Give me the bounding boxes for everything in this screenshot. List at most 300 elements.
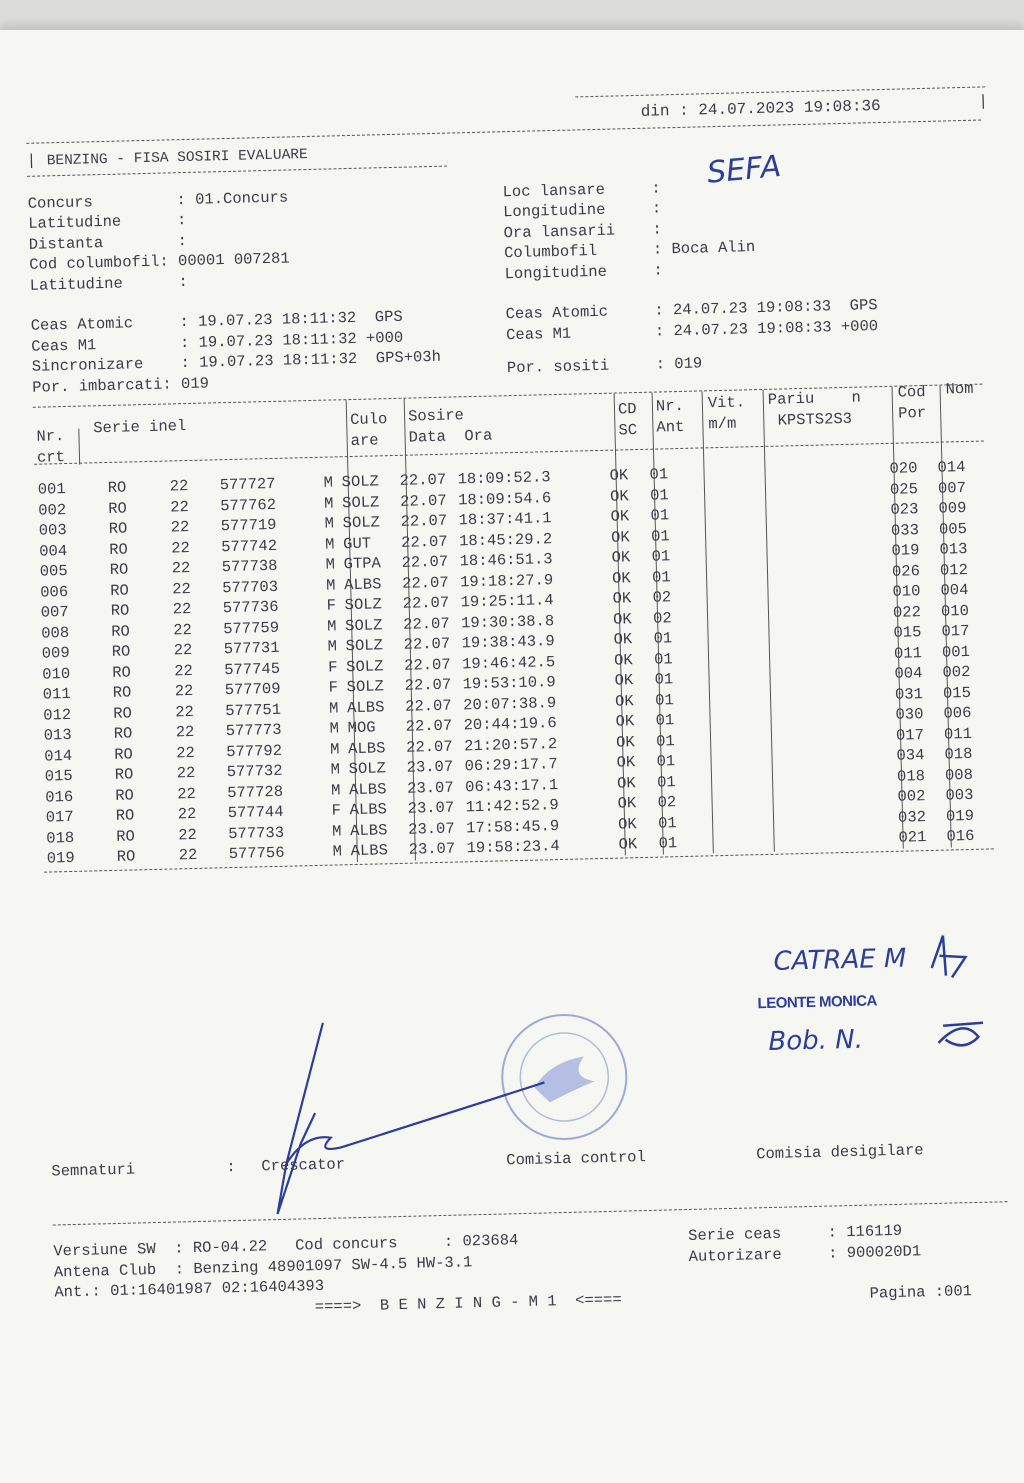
- handwritten-name-3: Bob. N.: [768, 1024, 864, 1057]
- cell-color: ALBS: [343, 574, 382, 594]
- info-latitudine-2: Latitudine :: [29, 272, 189, 295]
- cell-cd: OK: [609, 466, 629, 485]
- handwritten-name-2: LEONTE MONICA: [757, 992, 878, 1013]
- cell-nr: 006: [40, 582, 69, 602]
- cell-date: 22.07: [401, 573, 449, 593]
- cell-vit: [700, 483, 761, 505]
- cell-cd: OK: [610, 507, 630, 526]
- cell-time: 21:20:57.2: [463, 734, 558, 755]
- col-nom: Nom: [945, 379, 974, 399]
- cell-ring: 577744: [227, 802, 284, 823]
- handwritten-loc: SEFA: [705, 148, 783, 191]
- cell-time: 06:29:17.7: [464, 755, 558, 776]
- info-ora-lansarii: Ora lansarii :: [503, 220, 662, 243]
- cell-ring: 577742: [220, 536, 278, 556]
- cell-cod: 010: [892, 582, 921, 601]
- cell-nom: 001: [941, 642, 971, 662]
- cell-time: 19:18:27.9: [459, 570, 554, 591]
- cell-date: 22.07: [404, 696, 452, 716]
- cell-sex: M: [325, 575, 336, 595]
- cell-cd: OK: [618, 835, 638, 854]
- cell-year: 22: [170, 497, 190, 516]
- cell-cod: 034: [896, 746, 925, 765]
- cell-year: 22: [172, 579, 192, 598]
- cell-nom: 016: [946, 826, 975, 846]
- cell-year: 22: [171, 558, 191, 578]
- col-nr: Nr. crt: [36, 427, 66, 467]
- cell-year: 22: [176, 743, 196, 762]
- cell-cod: 004: [894, 664, 923, 683]
- cell-color: ALBS: [347, 738, 386, 758]
- cell-cd: OK: [610, 527, 630, 547]
- cell-vit: [703, 605, 764, 627]
- cell-ant: 01: [655, 711, 675, 730]
- cell-cd: OK: [616, 753, 636, 772]
- cell-sex: M: [328, 698, 339, 718]
- cell-vit: [708, 810, 769, 832]
- cell-country: RO: [110, 601, 130, 620]
- col-rule: [78, 429, 80, 465]
- cell-vit: [704, 646, 765, 668]
- cell-cod: 019: [891, 541, 920, 560]
- cell-date: 22.07: [402, 614, 450, 634]
- cell-color: SOLZ: [344, 615, 383, 635]
- cell-ant: 01: [653, 629, 673, 648]
- cell-country: RO: [109, 540, 129, 559]
- cell-nr: 003: [38, 520, 67, 540]
- cell-cod: 023: [890, 500, 919, 519]
- cell-ant: 01: [654, 670, 674, 689]
- clock-m1-end: Ceas M1 : 24.07.23 19:08:33 +000: [505, 317, 879, 345]
- cell-sex: F: [326, 596, 337, 615]
- cell-color: ALBS: [350, 841, 389, 861]
- cell-year: 22: [177, 804, 197, 824]
- cell-ant: 01: [650, 506, 670, 525]
- cell-cd: OK: [616, 773, 636, 793]
- cell-year: 22: [177, 784, 197, 803]
- cell-year: 22: [171, 538, 191, 557]
- cell-date: 22.07: [399, 470, 447, 490]
- col-pariu: Pariu n KPSTS2S3: [767, 388, 862, 430]
- cell-color: SOLZ: [346, 677, 385, 697]
- cell-year: 22: [173, 640, 193, 660]
- cell-nom: 019: [945, 806, 975, 826]
- cell-time: 06:43:17.1: [464, 775, 559, 796]
- por-imbarcati: Por. imbarcati: 019: [32, 374, 210, 397]
- cell-date: 22.07: [405, 737, 453, 757]
- divider: [575, 86, 985, 97]
- cell-sex: M: [327, 637, 338, 656]
- cell-ring: 577792: [226, 741, 283, 761]
- cell-sex: M: [324, 514, 335, 533]
- cell-nom: 008: [944, 765, 974, 785]
- cell-nr: 011: [42, 684, 71, 704]
- cell-nr: 005: [39, 561, 68, 581]
- cell-date: 23.07: [408, 839, 456, 859]
- cell-sex: M: [326, 616, 337, 636]
- cell-vit: [705, 708, 766, 730]
- cell-color: SOLZ: [341, 472, 380, 492]
- cell-ring: 577709: [224, 679, 281, 700]
- cell-ant: 02: [652, 608, 672, 628]
- col-cod-por: Cod Por: [897, 382, 927, 423]
- cell-sex: M: [325, 555, 336, 574]
- cell-pariu: [769, 828, 898, 852]
- signature-crescator: Crescator: [261, 1155, 346, 1176]
- cell-ring: 577745: [224, 659, 281, 679]
- cell-country: RO: [113, 724, 133, 743]
- cell-country: RO: [111, 621, 131, 641]
- cell-color: SOLZ: [342, 513, 381, 533]
- cell-time: 19:38:43.9: [461, 632, 555, 653]
- breeder-signature-icon: [243, 1007, 568, 1235]
- col-cdsc: CD SC: [617, 400, 638, 439]
- cell-nom: 003: [945, 785, 974, 805]
- printed-sheet: [20, 66, 990, 1317]
- cell-date: 23.07: [407, 798, 455, 818]
- cell-nr: 008: [41, 623, 70, 643]
- cell-year: 22: [176, 763, 196, 783]
- cell-country: RO: [109, 560, 129, 579]
- clock-m1-start: Ceas M1 : 19.07.23 18:11:32 +000: [31, 328, 404, 356]
- cell-country: RO: [110, 580, 130, 600]
- clock-atomic-start: Ceas Atomic : 19.07.23 18:11:32 GPS: [30, 307, 403, 335]
- col-culoare: Culo are: [349, 410, 388, 450]
- cell-date: 22.07: [402, 593, 450, 613]
- cell-cod: 011: [893, 643, 923, 663]
- cell-nr: 010: [42, 664, 71, 684]
- footer-autorizare: Autorizare : 900020D1: [688, 1242, 922, 1267]
- cell-time: 11:42:52.9: [465, 796, 559, 817]
- cell-cd: OK: [615, 712, 635, 731]
- cell-cd: OK: [612, 589, 632, 608]
- cell-cd: OK: [611, 568, 631, 588]
- border-mark: |: [978, 92, 989, 111]
- cell-country: RO: [113, 703, 133, 723]
- signatures-sep: :: [226, 1158, 236, 1177]
- cell-ant: 01: [656, 772, 676, 792]
- cell-nom: 007: [937, 478, 967, 498]
- cell-sex: M: [331, 821, 342, 841]
- cell-sex: F: [327, 657, 338, 677]
- col-nr-ant: Nr. Ant: [655, 396, 685, 437]
- cell-ring: 577703: [222, 577, 279, 597]
- cell-vit: [701, 544, 762, 566]
- cell-cd: OK: [613, 630, 633, 649]
- cell-date: 22.07: [404, 675, 452, 695]
- cell-nom: 010: [940, 601, 970, 621]
- cell-color: GTPA: [343, 554, 382, 574]
- cell-ring: 577773: [225, 720, 282, 741]
- cell-time: 18:45:29.2: [458, 529, 553, 550]
- cell-country: RO: [112, 683, 132, 702]
- cell-vit: [705, 687, 766, 709]
- cell-date: 22.07: [400, 511, 448, 531]
- cell-ring: 577733: [228, 823, 285, 843]
- cell-year: 22: [178, 825, 198, 844]
- cell-nr: 016: [45, 787, 74, 807]
- cell-sex: M: [323, 493, 334, 513]
- cell-country: RO: [111, 642, 131, 661]
- cell-vit: [707, 790, 768, 812]
- cell-ant: 01: [649, 465, 669, 484]
- cell-year: 22: [172, 599, 192, 619]
- cell-cd: OK: [612, 609, 632, 629]
- cell-ring: 577732: [226, 761, 283, 782]
- cell-date: 22.07: [403, 634, 451, 654]
- page-title: BENZING - FISA SOSIRI EVALUARE: [46, 146, 308, 170]
- signature-marks-icon: [921, 926, 1004, 1058]
- cell-color: SOLZ: [345, 656, 384, 676]
- cell-cd: OK: [617, 814, 637, 834]
- cell-color: MOG: [347, 718, 376, 738]
- cell-cod: 021: [898, 828, 927, 847]
- cell-sex: M: [323, 473, 334, 492]
- info-columbofil: Columbofil : Boca Alin: [503, 238, 756, 263]
- cell-color: SOLZ: [344, 595, 383, 615]
- cell-nom: 005: [938, 519, 968, 539]
- cell-cod: 018: [896, 766, 926, 786]
- cell-year: 22: [173, 620, 193, 639]
- cell-color: SOLZ: [341, 492, 380, 512]
- cell-cd: OK: [613, 650, 633, 670]
- cell-nr: 007: [40, 602, 69, 622]
- handwritten-name-1: CATRAE M: [773, 943, 907, 977]
- cell-ant: 01: [655, 731, 675, 751]
- cell-time: 20:44:19.6: [463, 714, 557, 735]
- cell-ant: 01: [654, 690, 674, 710]
- print-date: din : 24.07.2023 19:08:36: [640, 96, 881, 121]
- cell-vit: [702, 564, 763, 586]
- cell-nom: 002: [942, 662, 971, 682]
- cell-vit: [704, 667, 765, 689]
- clock-atomic-end: Ceas Atomic : 24.07.23 19:08:33 GPS: [505, 296, 878, 324]
- cell-color: ALBS: [348, 779, 387, 799]
- cell-year: 22: [169, 477, 189, 496]
- cell-cod: 020: [889, 459, 918, 478]
- cell-year: 22: [178, 845, 198, 865]
- cell-nr: 013: [43, 725, 72, 745]
- cell-time: 19:58:23.4: [466, 837, 560, 858]
- info-loc-lansare: Loc lansare :: [502, 179, 661, 202]
- cell-time: 19:46:42.5: [461, 652, 556, 673]
- cell-vit: [706, 749, 767, 771]
- cell-nom: 018: [944, 744, 973, 764]
- cell-color: GUT: [342, 534, 372, 553]
- arrivals-table: [38, 457, 987, 869]
- cell-time: 18:46:51.3: [459, 550, 553, 571]
- footer-ant: Ant.: 01:16401987 02:16404393: [54, 1276, 325, 1302]
- cell-ant: 01: [658, 834, 678, 853]
- cell-ring: 577762: [219, 495, 277, 515]
- cell-country: RO: [114, 744, 134, 764]
- cell-nr: 004: [39, 541, 68, 561]
- cell-nr: 014: [44, 746, 73, 766]
- cell-nom: 011: [943, 724, 973, 744]
- cell-vit: [703, 626, 764, 648]
- cell-date: 23.07: [407, 819, 455, 839]
- cell-cod: 025: [889, 479, 919, 499]
- cell-ant: 01: [649, 485, 669, 505]
- cell-ring: 577756: [228, 843, 285, 864]
- cell-country: RO: [115, 785, 135, 805]
- cell-cod: 015: [893, 623, 922, 642]
- cell-ant: 01: [651, 567, 671, 587]
- cell-sex: M: [324, 534, 335, 554]
- cell-sex: M: [330, 760, 341, 779]
- cell-time: 18:09:52.3: [457, 468, 551, 489]
- cell-time: 17:58:45.9: [465, 816, 560, 837]
- cell-vit: [706, 728, 767, 750]
- cell-ring: 577738: [221, 556, 278, 577]
- cell-nom: 009: [938, 499, 967, 518]
- cell-vit: [707, 769, 768, 791]
- col-serie-inel: Serie inel: [93, 417, 187, 438]
- cell-cd: OK: [614, 671, 634, 690]
- divider: [26, 120, 981, 144]
- info-cod-columbofil: Cod columbofil: 00001 007281: [29, 249, 290, 274]
- cell-sex: M: [329, 719, 340, 738]
- cell-nom: 004: [940, 580, 969, 600]
- cell-nr: 012: [43, 705, 72, 725]
- cell-nr: 018: [46, 828, 75, 848]
- cell-ant: 01: [656, 752, 676, 771]
- cell-nom: 013: [939, 539, 968, 559]
- cell-vit: [699, 462, 760, 484]
- cell-time: 19:53:10.9: [462, 673, 556, 694]
- cell-nr: 015: [44, 766, 73, 786]
- info-concurs: Concurs : 01.Concurs: [27, 188, 289, 213]
- cell-cod: 017: [895, 725, 925, 745]
- cell-ant: 01: [650, 526, 670, 546]
- cell-nr: 017: [45, 807, 74, 827]
- cell-country: RO: [115, 806, 135, 825]
- cell-color: ALBS: [349, 820, 388, 840]
- cell-nom: 017: [941, 621, 970, 641]
- cell-cod: 030: [895, 705, 924, 724]
- cell-sex: M: [329, 739, 340, 759]
- info-longitudine: Longitudine :: [502, 199, 662, 222]
- cell-country: RO: [116, 847, 136, 866]
- cell-cd: OK: [617, 794, 637, 813]
- cell-ant: 01: [657, 813, 677, 833]
- cell-year: 22: [174, 681, 194, 701]
- col-viteza: Vit. m/m: [707, 393, 746, 433]
- document-page: [0, 30, 1024, 1483]
- cell-nr: 019: [46, 848, 75, 868]
- cell-vit: [708, 831, 769, 853]
- cell-sex: M: [330, 780, 341, 800]
- info-latitudine: Latitudine :: [28, 210, 187, 233]
- cell-color: ALBS: [346, 697, 385, 717]
- cell-date: 23.07: [406, 757, 454, 777]
- cell-cod: 031: [894, 684, 924, 704]
- cell-ant: 01: [653, 649, 673, 669]
- cell-country: RO: [108, 499, 128, 518]
- cell-color: ALBS: [349, 800, 388, 820]
- cell-ant: 02: [652, 588, 672, 607]
- cell-nr: 009: [41, 643, 70, 663]
- cell-ring: 577736: [222, 597, 279, 618]
- cell-nr: 002: [38, 500, 67, 520]
- cell-ring: 577727: [219, 474, 276, 495]
- cell-cod: 032: [897, 807, 927, 827]
- cell-cod: 033: [890, 520, 920, 540]
- cell-cod: 002: [897, 787, 926, 806]
- cell-ring: 577759: [223, 618, 280, 638]
- cell-time: 19:25:11.4: [460, 591, 554, 612]
- cell-cd: OK: [614, 691, 634, 711]
- cell-date: 22.07: [399, 491, 447, 511]
- footer-version: Versiune SW : RO-04.22 Cod concurs : 023684: [53, 1231, 519, 1261]
- cell-nom: 006: [943, 703, 972, 723]
- cell-time: 19:30:38.8: [460, 611, 555, 632]
- cell-ring: 577728: [227, 782, 284, 802]
- info-longitudine-2: Longitudine :: [504, 261, 663, 284]
- cell-country: RO: [114, 765, 134, 784]
- footer-serie-ceas: Serie ceas : 116119: [687, 1221, 903, 1246]
- cell-date: 22.07: [400, 532, 448, 552]
- footer-banner: ====> B E N Z I N G - M 1 <====: [314, 1290, 622, 1317]
- cell-color: SOLZ: [348, 759, 387, 779]
- signature-comisia-desigilare: Comisia desigilare: [756, 1141, 924, 1164]
- cell-date: 22.07: [401, 552, 449, 572]
- cell-date: 23.07: [406, 778, 454, 798]
- cell-vit: [702, 585, 763, 607]
- cell-vit: [700, 503, 761, 525]
- cell-date: 22.07: [403, 655, 451, 675]
- cell-year: 22: [175, 702, 195, 721]
- cell-country: RO: [107, 478, 127, 497]
- cell-sex: M: [332, 842, 343, 861]
- cell-ant: 01: [651, 547, 671, 566]
- cell-time: 20:07:38.9: [462, 693, 557, 714]
- cell-time: 18:37:41.1: [458, 509, 552, 530]
- cell-country: RO: [108, 519, 128, 538]
- cell-country: RO: [116, 826, 136, 846]
- cell-year: 22: [175, 722, 195, 742]
- cell-nom: 014: [937, 458, 966, 477]
- cell-sex: F: [331, 801, 342, 820]
- cell-nom: 015: [942, 683, 972, 703]
- cell-nr: 001: [37, 480, 66, 499]
- cell-ring: 577731: [223, 638, 280, 659]
- cell-nom: 012: [939, 560, 969, 580]
- cell-year: 22: [174, 661, 194, 680]
- col-sosire: Sosire Data Ora: [407, 406, 493, 447]
- border-mark: |: [26, 151, 37, 170]
- cell-ring: 577719: [220, 515, 277, 536]
- cell-cod: 022: [892, 602, 922, 622]
- footer-antena: Antena Club : Benzing 48901097 SW-4.5 HW-3.1: [53, 1253, 473, 1282]
- cell-date: 22.07: [405, 716, 453, 736]
- signatures-label: Semnaturi: [51, 1160, 136, 1181]
- cell-cd: OK: [611, 548, 631, 567]
- cell-country: RO: [112, 662, 132, 682]
- cell-sex: F: [328, 678, 339, 697]
- cell-ring: 577751: [225, 700, 282, 720]
- por-sositi: Por. sositi : 019: [506, 354, 703, 378]
- cell-cod: 026: [891, 561, 921, 581]
- cell-color: SOLZ: [345, 636, 384, 656]
- cell-vit: [701, 524, 762, 546]
- cell-cd: OK: [609, 486, 629, 506]
- cell-year: 22: [170, 517, 190, 537]
- clock-sync: Sincronizare : 19.07.23 18:11:32 GPS+03h: [31, 347, 442, 376]
- info-distanta: Distanta :: [28, 231, 188, 254]
- signature-comisia-control: Comisia control: [506, 1148, 647, 1170]
- cell-cd: OK: [615, 732, 635, 752]
